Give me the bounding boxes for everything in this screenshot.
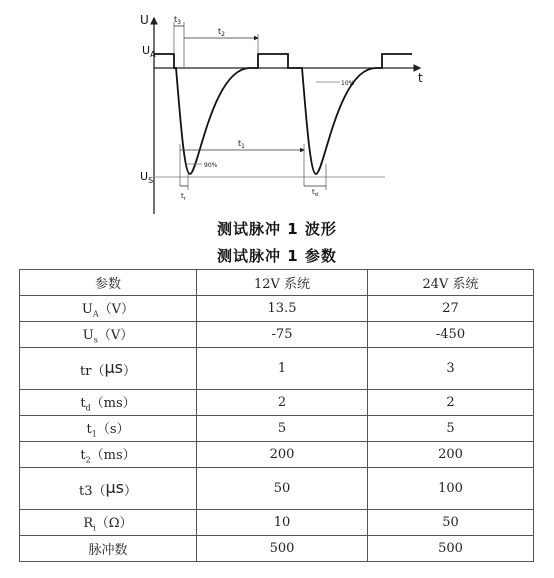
td-label: $t_d$ <box>312 188 318 198</box>
value-12v: 200 <box>197 442 368 468</box>
param-cell: 脉冲数 <box>20 536 197 562</box>
header-24v-system: 24V 系统 <box>368 270 534 296</box>
value-12v: 5 <box>197 416 368 442</box>
value-12v: 10 <box>197 510 368 536</box>
param-cell: $t_d(ms)$ <box>20 390 197 416</box>
value-12v: 2 <box>197 390 368 416</box>
t1-label: $t_1$ <box>238 139 245 150</box>
t-axis-label: t <box>418 71 423 85</box>
value-24v: 27 <box>368 296 534 322</box>
param-cell: $t_1(s)$ <box>20 416 197 442</box>
tr-label: $t_r$ <box>181 192 186 202</box>
t2-label: $t_2$ <box>218 27 225 38</box>
parameters-caption: 测试脉冲 1 参数 <box>217 247 337 265</box>
ten-percent-label: 10% <box>341 80 355 87</box>
param-cell: $U_s(V)$ <box>20 322 197 348</box>
table-row-t2 <box>20 442 534 468</box>
u-axis-label: U <box>140 13 149 27</box>
table-row-t3 <box>20 468 534 510</box>
table-row-td <box>20 390 534 416</box>
param-cell: $R_i(\Omega)$ <box>20 510 197 536</box>
table-row-pulse-count <box>20 536 534 562</box>
value-12v: -75 <box>197 322 368 348</box>
table-row-us <box>20 322 534 348</box>
value-24v: 200 <box>368 442 534 468</box>
pulse-waveform <box>154 54 412 174</box>
table-row-ua <box>20 296 534 322</box>
value-24v: 100 <box>368 468 534 510</box>
value-24v: 50 <box>368 510 534 536</box>
param-cell: $t_2(ms)$ <box>20 442 197 468</box>
value-24v: 5 <box>368 416 534 442</box>
value-12v: 500 <box>197 536 368 562</box>
value-12v: 1 <box>197 348 368 390</box>
value-12v: 13.5 <box>197 296 368 322</box>
value-12v: 50 <box>197 468 368 510</box>
table-header-row <box>20 270 534 296</box>
ninety-percent-label: 90% <box>204 162 218 169</box>
us-label: $U_S$ <box>140 170 154 185</box>
param-cell: $U_A(V)$ <box>20 296 197 322</box>
test-pulse-waveform-figure <box>130 4 430 216</box>
table-row-ri <box>20 510 534 536</box>
value-24v: 3 <box>368 348 534 390</box>
param-cell: tr（μs） <box>20 348 197 390</box>
header-parameter: 参数 <box>20 270 197 296</box>
value-24v: 500 <box>368 536 534 562</box>
test-pulse-parameter-table <box>19 269 534 562</box>
value-24v: -450 <box>368 322 534 348</box>
value-24v: 2 <box>368 390 534 416</box>
param-cell: t3（μs） <box>20 468 197 510</box>
table-row-tr <box>20 348 534 390</box>
table-row-t1 <box>20 416 534 442</box>
t3-label: $t_3$ <box>174 15 181 26</box>
waveform-caption: 测试脉冲 1 波形 <box>217 220 337 238</box>
ua-label: $U_A$ <box>142 44 156 59</box>
header-12v-system: 12V 系统 <box>197 270 368 296</box>
